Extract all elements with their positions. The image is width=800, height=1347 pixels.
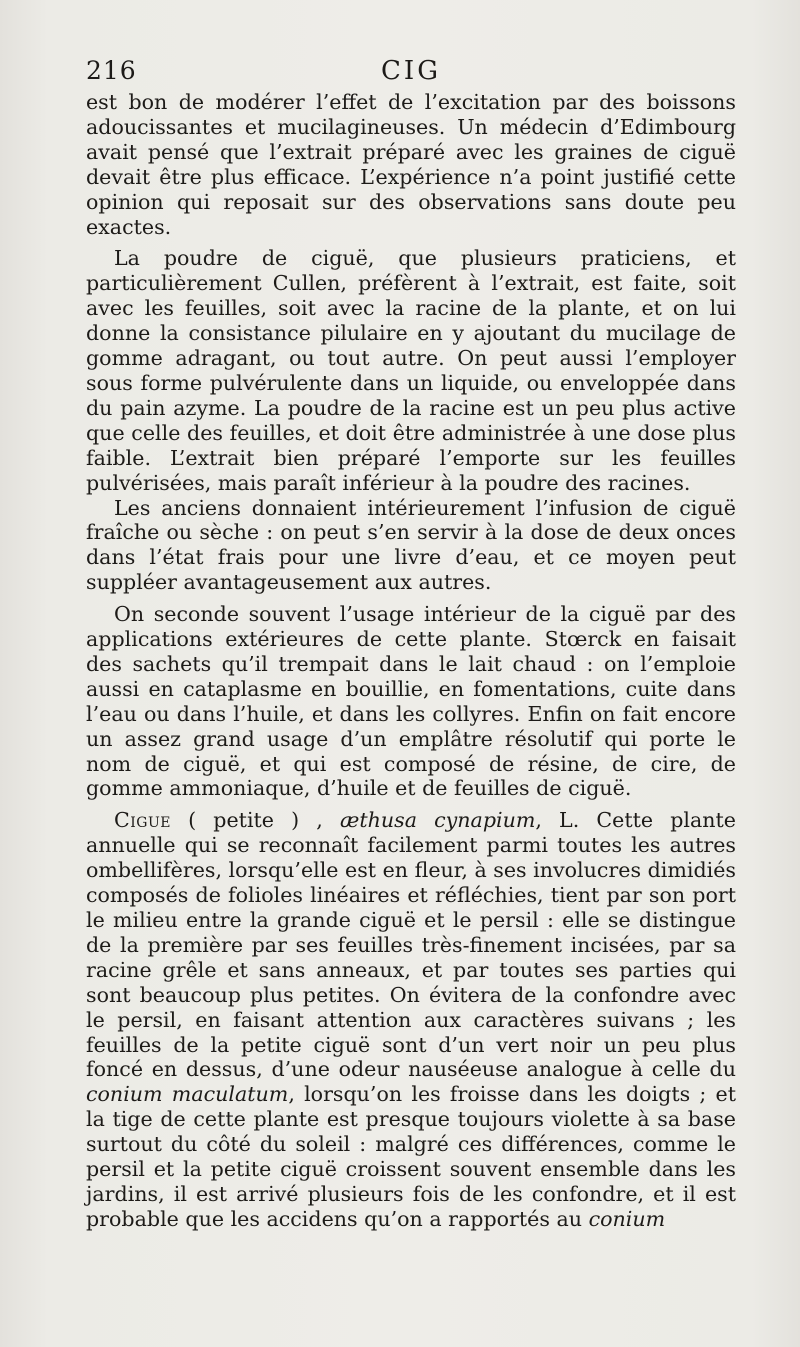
entry-text-part1: , L. Cette plante annuelle qui se reconnaît facilement parmi toutes les autres ombellifères, lorsqu’elle est en fleur, à ses involucres dimidiés composés de folioles linéaires et réfléchies, tient par son port le milieu entre la grande ciguë et le persil : elle se distingue de la première par ses feuilles très-finement incisées, par sa racine grêle et sans anneaux, et par toutes ses parties qui sont beaucoup plus petites. On évitera de la confondre avec le persil, en faisant attention aux caractères suivans ; les feuilles de la petite ciguë sont d’un vert noir un peu plus foncé en dessus, d’une odeur nauséeuse analogue à celle du [86, 808, 736, 1082]
species-name: conium maculatum [86, 1082, 289, 1107]
entry-text-part2: , lorsqu’on les froisse dans les doigts ; et la tige de cette plante est presque toujours violette à sa base surtout du côté du soleil : malgré ces différences, comme le persil et la petite ciguë croissent souvent ensemble dans les jardins, il est arrivé plusieurs fois de les confondre, et il est probable que les accidens qu’on a rapportés au [86, 1082, 736, 1231]
running-head: CIG [381, 56, 441, 86]
latin-name: æthusa cynapium [339, 808, 536, 833]
paragraph-applications: On seconde souvent l’usage intérieur de la ciguë par des applications extérieures de cette plante. Stœrck en faisait des sachets qu’il trempait dans le lait chaud : on l’emploie aussi en cataplasme en bouillie, en fomentations, cuite dans l’eau ou dans l’huile, et dans les collyres. Enfin on fait encore un assez grand usage d’un emplâtre résolutif qui porte le nom de ciguë, et qui est composé de résine, de cire, de gomme ammoniaque, d’huile et de feuilles de ciguë. [86, 602, 736, 801]
entry-cigue-petite [86, 808, 736, 1231]
page-number: 216 [86, 56, 137, 85]
page-header [86, 56, 736, 92]
page-body [86, 90, 736, 1232]
paragraph-poudre: La poudre de ciguë, que plusieurs praticiens, et particulièrement Cullen, préfèrent à l’extrait, est faite, soit avec les feuilles, soit avec la racine de la plante, et on lui donne la consistance pilulaire en y ajoutant du mucilage de gomme adragant, ou tout autre. On peut aussi l’employer sous forme pulvérulente dans un liquide, ou enveloppée dans du pain azyme. La poudre de la racine est un peu plus active que celle des feuilles, et doit être administrée à une dose plus faible. L’extrait bien préparé l’emporte sur les feuilles pulvérisées, mais paraît inférieur à la poudre des racines. [86, 246, 736, 495]
entry-qualifier: ( petite ) , [171, 808, 340, 833]
entry-term: Cigue [114, 808, 171, 833]
paragraph-continuation: est bon de modérer l’effet de l’excitation par des boissons adoucissantes et mucilagineuses. Un médecin d’Edimbourg avait pensé que l’extrait préparé avec les graines de ciguë devait être plus efficace. L’expérience n’a point justifié cette opinion qui reposait sur des observations sans doute peu exactes. [86, 90, 736, 239]
paragraph-infusion: Les anciens donnaient intérieurement l’infusion de ciguë fraîche ou sèche : on peut s’en servir à la dose de deux onces dans l’état frais pour une livre d’eau, et ce moyen peut suppléer avantageusement aux autres. [86, 495, 736, 595]
trailing-italic-word: conium [588, 1206, 666, 1231]
